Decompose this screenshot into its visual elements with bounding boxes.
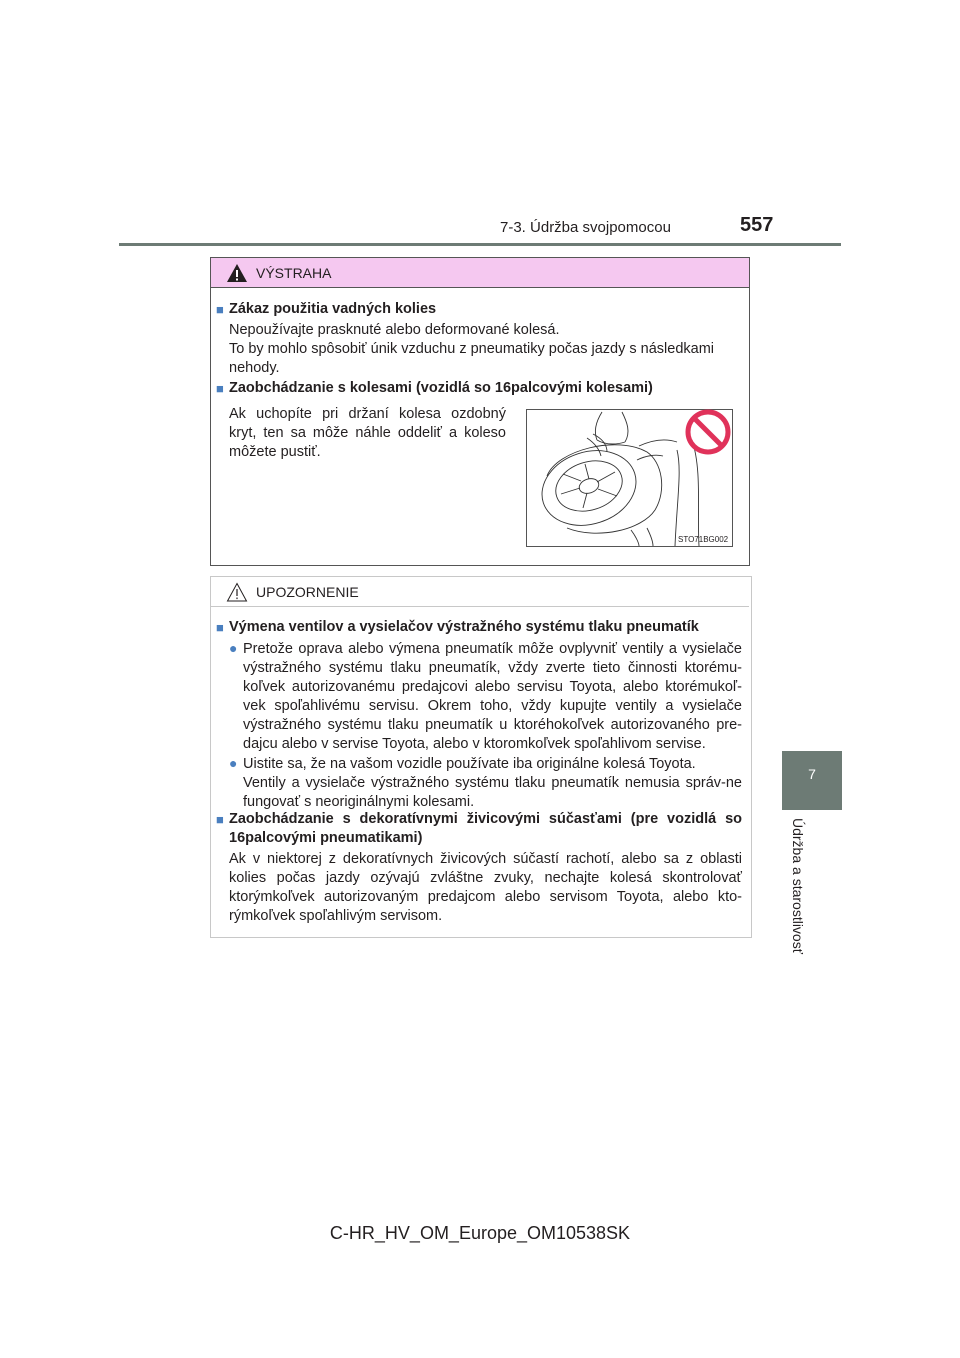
square-bullet-icon: ■ [216,302,224,317]
chapter-number: 7 [808,766,816,782]
caution-triangle-icon [226,582,248,602]
page-number: 557 [740,214,774,236]
caution-title: UPOZORNENIE [256,584,359,600]
square-bullet-icon: ■ [216,812,224,827]
section-title: 7-3. Údržba svojpomocou [500,219,671,236]
warning-item2-heading: Zaobchádzanie s kolesami (vozidlá so 16palcovými kolesami) [229,380,653,396]
document-code: C-HR_HV_OM_Europe_OM10538SK [329,1223,631,1243]
header-rule [119,243,841,246]
prohibition-icon [684,408,732,456]
chapter-label: Údržba a starostlivosť [790,818,806,954]
square-bullet-icon: ■ [216,381,224,396]
warning-item1-line1: Nepoužívajte prasknuté alebo deformované kolesá. [229,322,560,338]
round-bullet-icon: ● [229,755,238,771]
warning-item2-text: Ak uchopíte pri držaní kolesa ozdobný kryt, ten sa môže náhle oddeliť a koleso môžete pustiť. [229,406,506,460]
caution-item1-bullet1: Pretože oprava alebo výmena pneumatík môže ovplyvniť ventily a vysielače výstražného systému tlaku pneumatík, vždy zverte tieto činnosti ktorému-koľvek autorizovanému predajcovi alebo servisu Toyota, alebo ktorémukoľ-vek spoľahlivému servisu. Okrem toho, vždy kupujte ventily a vysielače výstražného systému tlaku pneumatík u ktoréhokoľvek autorizovaného pre-dajcu alebo v servise Toyota, alebo v ktoromkoľvek spoľahlivom servise. [243,641,742,752]
warning-triangle-icon [226,263,248,283]
square-bullet-icon: ■ [216,620,224,635]
warning-title: VÝSTRAHA [256,265,332,281]
caution-item1-bullet2-line1: Uistite sa, že na vašom vozidle používate iba originálne kolesá Toyota. [243,756,696,772]
caution-item1-heading: Výmena ventilov a vysielačov výstražného systému tlaku pneumatík [229,619,699,635]
caution-item2-text: Ak v niektorej z dekoratívnych živicových súčastí rachotí, alebo sa z oblasti kolies počas jazdy ozývajú zvláštne zvuky, nechajte kolesá skontrolovať ktorýmkoľvek autorizovaným predajcom alebo servisom Toyota, alebo kto-rýmkoľvek spoľahlivým servisom. [229,851,742,924]
caution-item1-bullet2-line2: Ventily a vysielače výstražného systému tlaku pneumatík nemusia správ-ne fungovať s neoriginálnymi kolesami. [243,775,742,810]
caution-item2-heading: Zaobchádzanie s dekoratívnymi živicovými súčasťami (pre vozidlá so 16palcovými pneumatikami) [229,811,742,846]
warning-item1-heading: Zákaz použitia vadných kolies [229,301,437,317]
illustration-code: STO71BG002 [678,535,729,544]
warning-item1-line2: To by mohlo spôsobiť únik vzduchu z pneumatiky počas jazdy s následkami nehody. [229,341,714,376]
round-bullet-icon: ● [229,640,238,656]
